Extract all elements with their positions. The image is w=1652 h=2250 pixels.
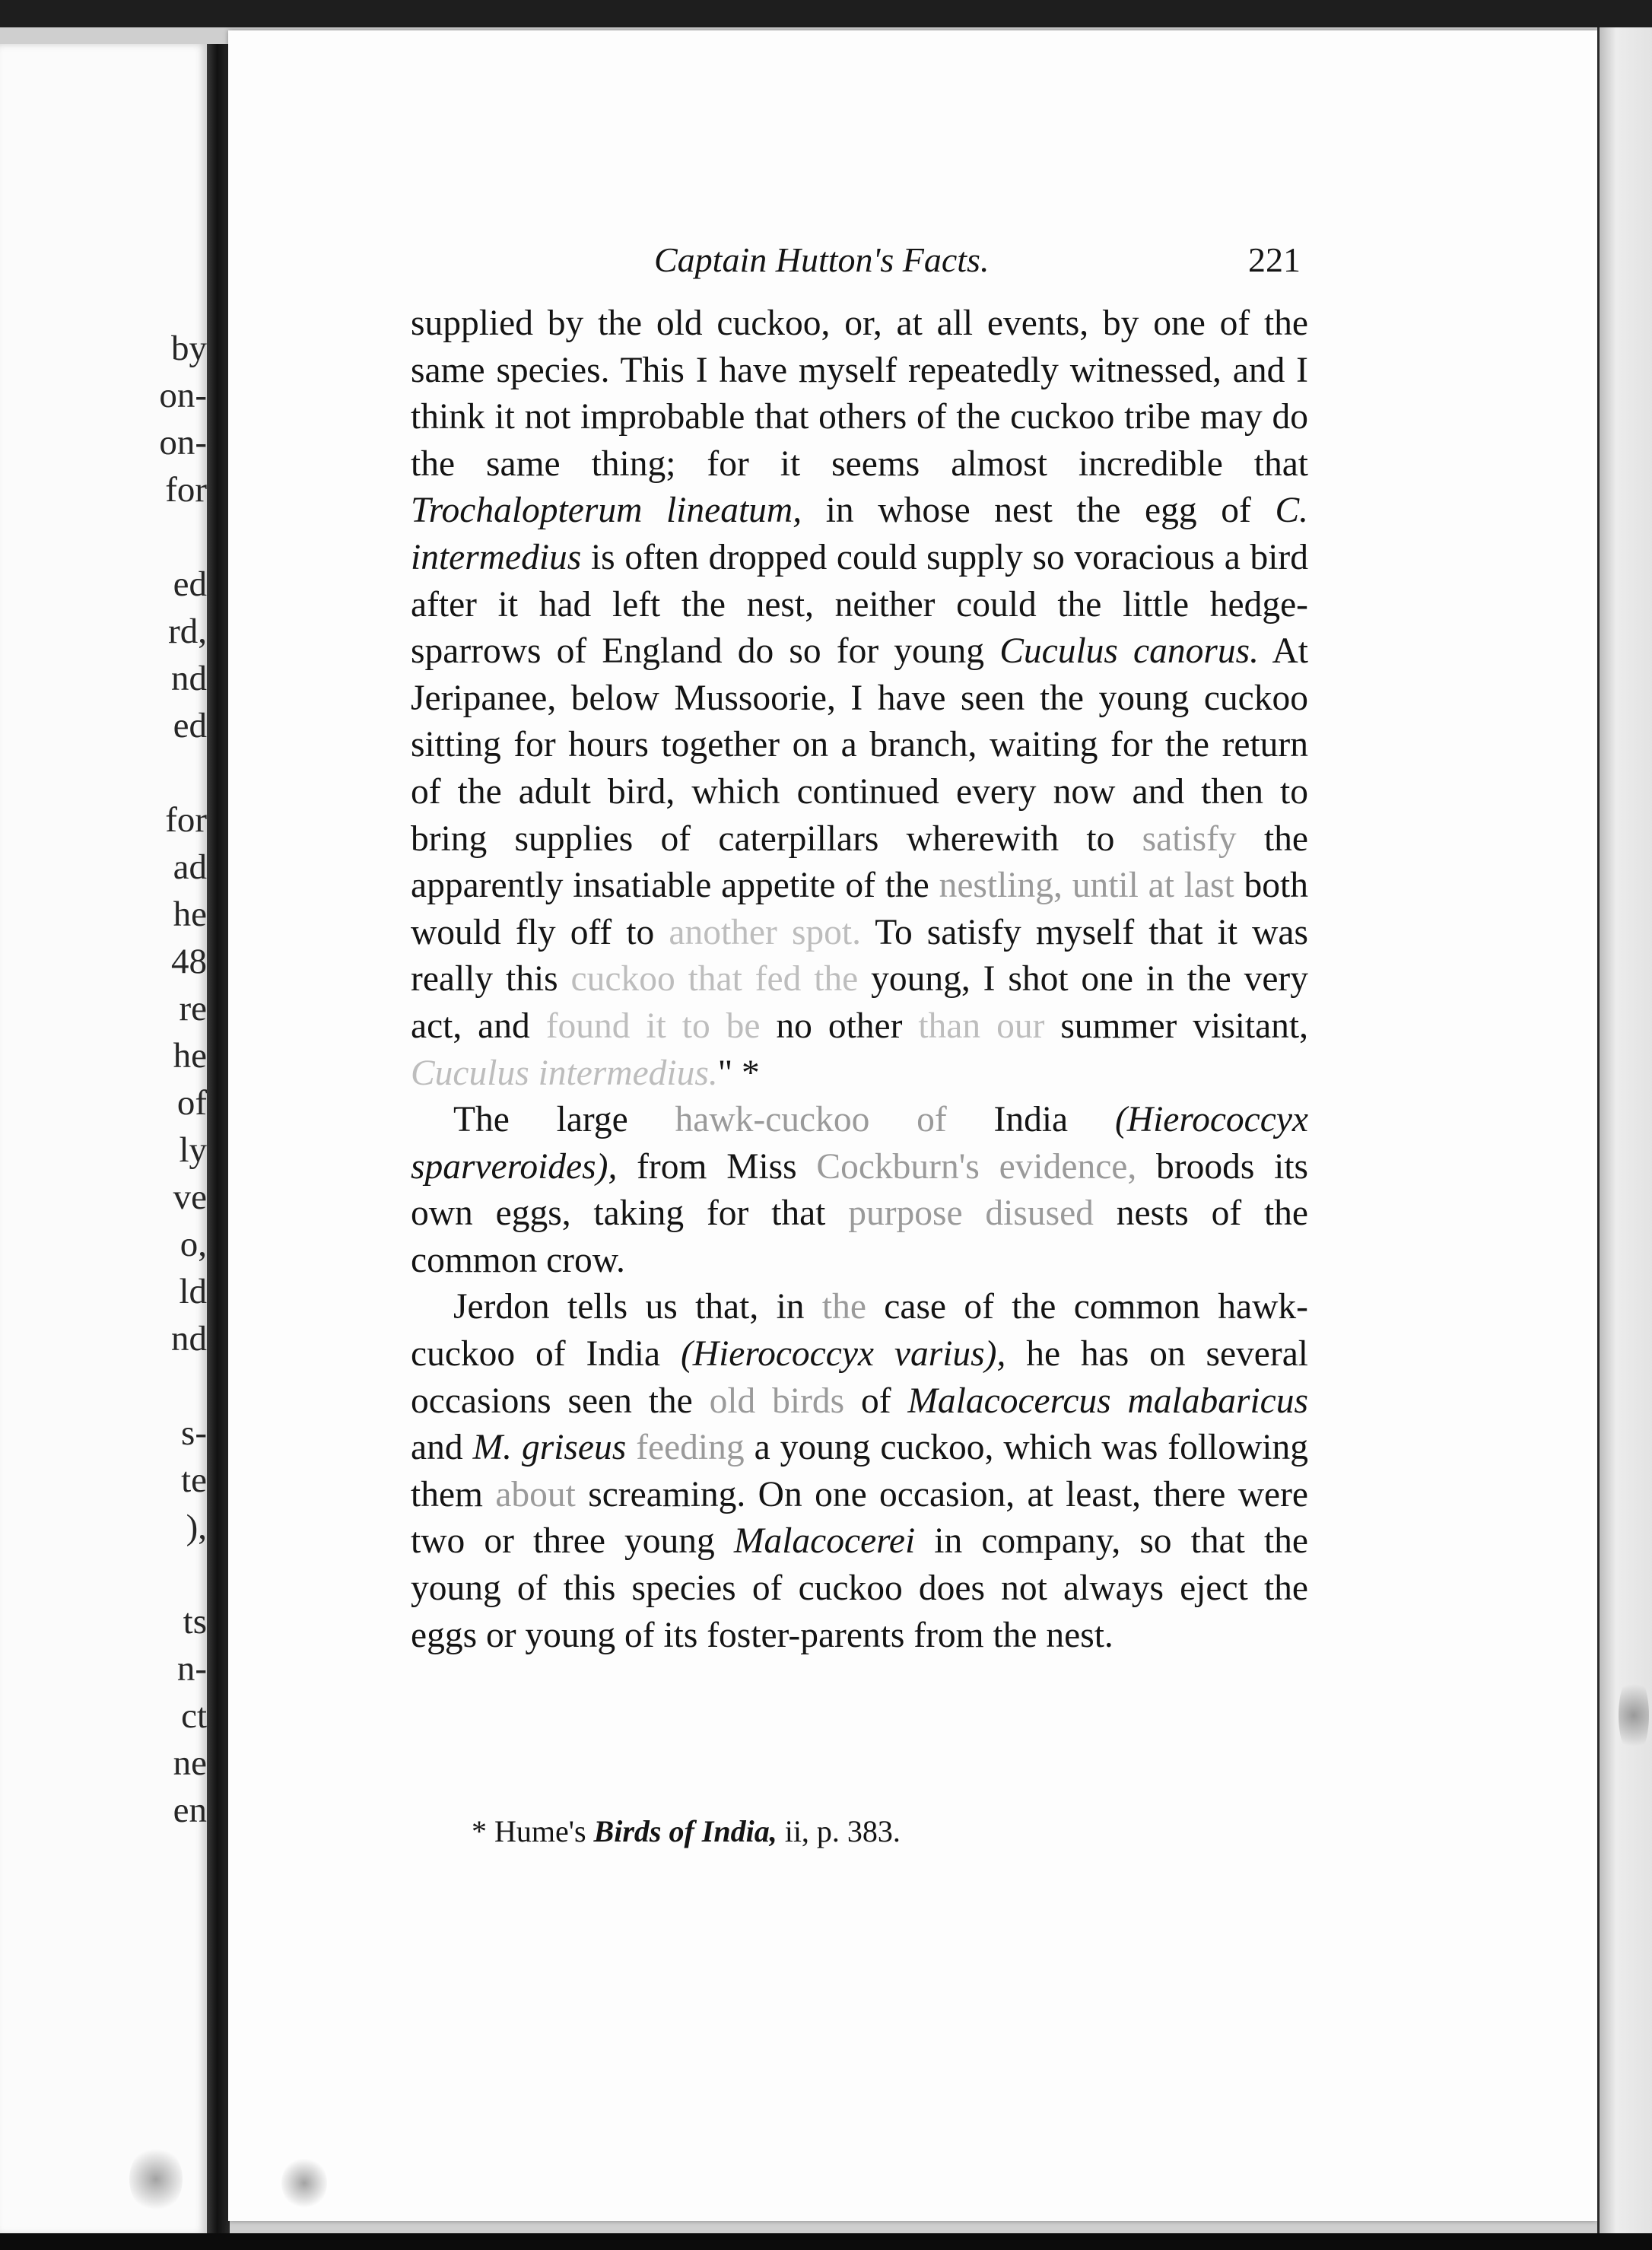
- left-page-fragment: ad: [173, 847, 207, 887]
- text-run: supplied by the old cuckoo, or, at all events, by one of the same species. This I have myself repeatedly witnessed, and I think it not improbable that others of the cuckoo tribe may do the same thing; for it seems almost incredible that: [411, 303, 1308, 484]
- text-run: Jerdon tells us that, in: [453, 1287, 822, 1327]
- running-head-title: Captain Hutton's Facts.: [654, 240, 990, 279]
- faded-text: Cockburn's evidence,: [816, 1146, 1137, 1187]
- text-run: a young cuckoo, which was following them: [411, 1428, 1308, 1514]
- text-run: the apparently insatiable appetite of the: [411, 818, 1309, 906]
- left-page-fragment: ct: [181, 1696, 207, 1736]
- faded-text: nestling, until at last: [939, 866, 1234, 906]
- left-page-fragment: 48: [171, 942, 207, 981]
- footnote: [472, 1812, 1308, 1851]
- left-page-fragment: ed: [173, 706, 207, 745]
- left-page-fragment: by: [171, 329, 207, 368]
- left-page-fragment: rd,: [168, 612, 207, 651]
- scan-smudge: [1619, 1673, 1649, 1757]
- text-run: screaming. On one occasion, at least, there were two or three young: [411, 1474, 1308, 1562]
- left-page-fragment: ld: [179, 1272, 207, 1311]
- faded-text: another spot.: [669, 912, 861, 952]
- text-run: and: [411, 1428, 473, 1468]
- faded-text: old birds: [709, 1381, 845, 1421]
- left-page-fragment: en: [173, 1791, 207, 1830]
- left-page-fragment: o,: [179, 1225, 207, 1264]
- left-page-fragment: te: [181, 1460, 207, 1500]
- text-run: he has on several occasions seen the: [411, 1334, 1308, 1421]
- left-page-fragment: ),: [186, 1508, 207, 1547]
- scan-top-border: [0, 0, 1652, 27]
- text-run: The large: [453, 1100, 675, 1140]
- species-name: Cuculus intermedius.: [411, 1053, 718, 1093]
- paragraph-2: [411, 1097, 1308, 1284]
- left-page-fragment: ed: [173, 564, 207, 604]
- left-page-fragment: he: [173, 1036, 207, 1076]
- text-run: At Jeripanee, below Mussoorie, I have seen the young cuckoo sitting for hours together on a branch, waiting for the return of the adult bird, which continued every now and then to bring supplies of caterpillars wherewith to: [411, 631, 1308, 859]
- running-head: [654, 237, 1301, 283]
- text-run: young, I shot one in the very act, and: [411, 959, 1308, 1046]
- left-page-fragment: he: [173, 895, 207, 934]
- scan-bottom-border: [0, 2233, 1652, 2250]
- text-run: broods its own eggs, taking for that: [411, 1146, 1308, 1234]
- text-run: case of the common hawk-cuckoo of India: [411, 1287, 1308, 1374]
- left-page-fragment: for: [165, 800, 207, 840]
- species-name: (Hierococcyx varius),: [680, 1334, 1006, 1374]
- left-page-fragment: ly: [179, 1130, 207, 1170]
- footnote-prefix: * Hume's: [472, 1814, 594, 1848]
- paragraph-1: [411, 300, 1308, 1097]
- body-text: [411, 300, 1308, 1659]
- page-number: 221: [1248, 240, 1301, 279]
- text-run: no other: [760, 1006, 919, 1046]
- text-run: India: [946, 1100, 1115, 1140]
- text-run: both would fly off to: [411, 866, 1308, 952]
- left-page-fragment: on-: [159, 423, 207, 462]
- text-run: summer visitant,: [1044, 1006, 1309, 1046]
- page-stack-edge: [1597, 27, 1652, 2233]
- scan-smudge: [129, 2145, 183, 2213]
- species-name: Trochalopterum lineatum,: [411, 491, 802, 531]
- scan-smudge: [281, 2156, 327, 2210]
- text-run: is often dropped could supply so voracious a bird after it had left the nest, neither could the little hedge-sparrows of England do so for young: [411, 537, 1308, 672]
- left-page-fragment: ve: [173, 1177, 207, 1217]
- faded-text: hawk-cuckoo of: [675, 1100, 947, 1140]
- footnote-reference: ii, p. 383.: [777, 1814, 901, 1848]
- faded-text: the: [821, 1287, 866, 1327]
- text-run: nests of the common crow.: [411, 1193, 1308, 1280]
- text-run: To satisfy myself that it was really this: [411, 912, 1308, 999]
- faded-text: feeding: [626, 1428, 745, 1468]
- text-run: in company, so that the young of this species of cuckoo does not always eject the eggs or young of its foster-parents from the nest.: [411, 1521, 1309, 1655]
- left-page-fragment: re: [179, 989, 207, 1028]
- species-name: Malacocercus malabaricus: [907, 1381, 1308, 1421]
- faded-text: cuckoo that fed the: [570, 959, 859, 999]
- left-page-fragment: n-: [176, 1649, 207, 1689]
- species-name: Malacocerei: [733, 1521, 916, 1562]
- text-run: of: [844, 1381, 908, 1421]
- left-page-edge: [0, 44, 207, 2235]
- left-page-fragment: ts: [183, 1602, 207, 1641]
- left-page-fragment: for: [165, 470, 207, 510]
- left-page-fragment: on-: [159, 376, 207, 415]
- faded-text: found it to be: [545, 1006, 761, 1046]
- text-run: in whose nest the egg of: [802, 491, 1276, 531]
- footnote-book-title: Birds of India,: [593, 1814, 777, 1848]
- faded-text: about: [495, 1474, 576, 1514]
- faded-text: than our: [918, 1006, 1045, 1046]
- paragraph-3: [411, 1284, 1308, 1659]
- left-page-fragment: of: [176, 1083, 207, 1123]
- footnote-marker: " *: [717, 1053, 760, 1093]
- text-run: from Miss: [617, 1146, 817, 1187]
- book-gutter: [207, 44, 230, 2235]
- species-name: Cuculus canorus.: [999, 631, 1259, 672]
- species-name: C. intermedius: [411, 491, 1309, 577]
- left-page-fragment: ne: [173, 1743, 207, 1783]
- faded-text: satisfy: [1142, 818, 1237, 859]
- left-page-fragment: s-: [181, 1413, 207, 1453]
- left-page-fragment: nd: [171, 659, 207, 698]
- species-name: M. griseus: [472, 1428, 627, 1468]
- left-page-fragment: nd: [171, 1319, 207, 1359]
- species-name: (Hierococcyx sparveroides),: [411, 1100, 1308, 1187]
- faded-text: purpose disused: [848, 1193, 1094, 1234]
